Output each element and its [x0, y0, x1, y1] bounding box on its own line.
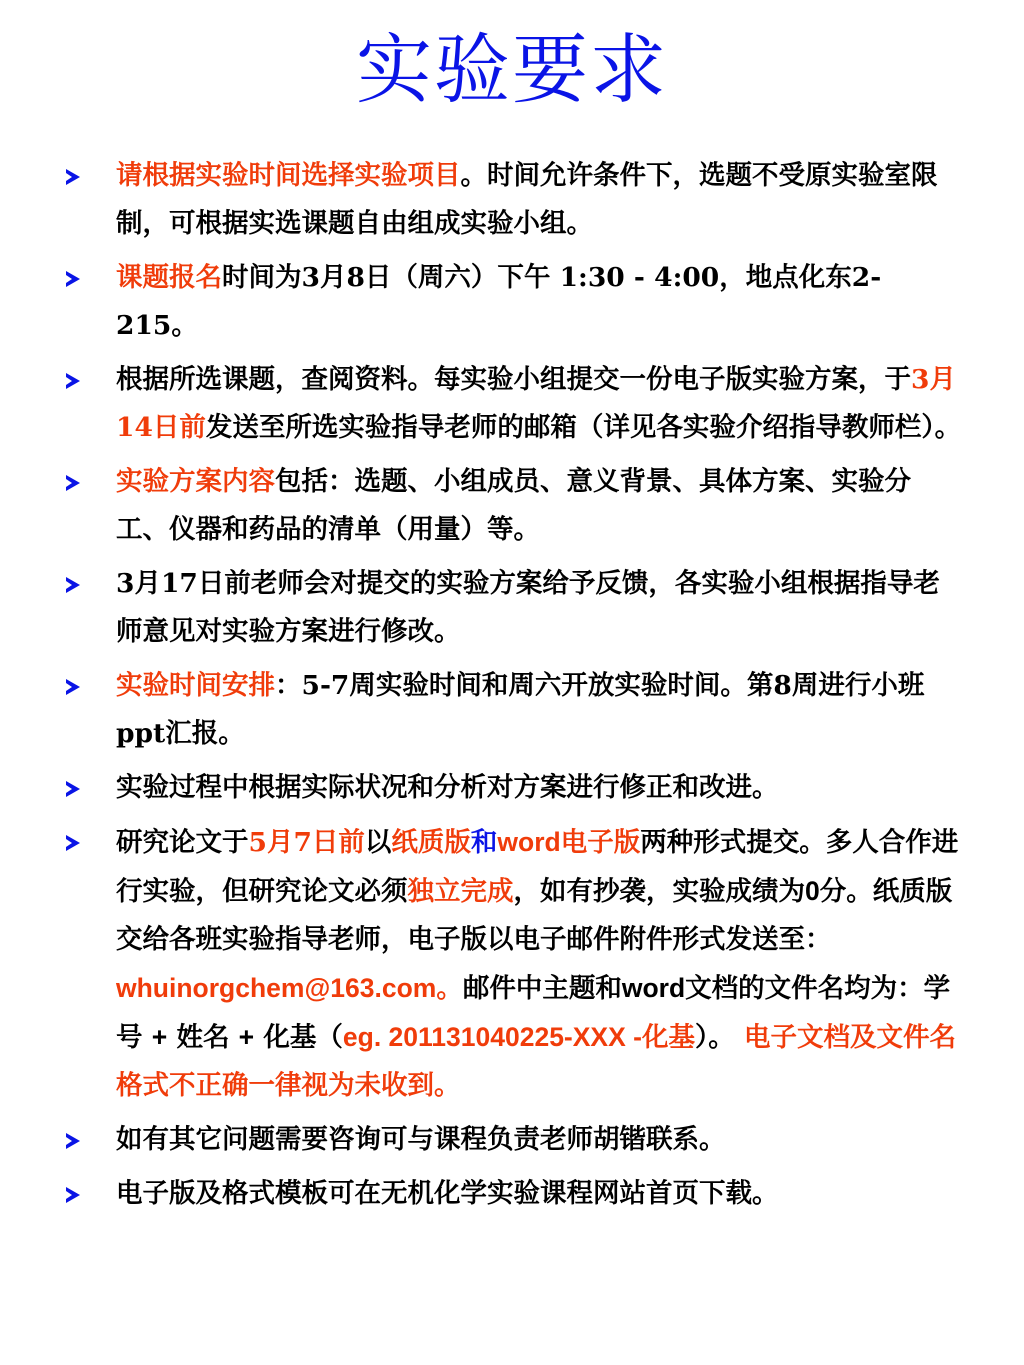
text-segment: 包括：选题、小组成员、意义背景、具体方案、实验分工、仪器和药品的清单（用量）等。 — [116, 466, 911, 545]
text-segment: 3月14日前 — [116, 364, 956, 443]
arrow-bullet-icon — [66, 475, 80, 491]
text-segment: 课题报名 — [116, 262, 222, 293]
list-item — [62, 764, 962, 812]
text-segment: 研究论文于 — [116, 827, 249, 858]
arrow-bullet-icon — [66, 271, 80, 287]
page-title: 实验要求 — [356, 25, 668, 114]
text-segment: 化基（ — [254, 1022, 343, 1053]
list-item — [62, 662, 962, 758]
text-segment: 5月7日前 — [248, 827, 365, 858]
list-item-text — [116, 466, 911, 545]
text-segment: 以 — [364, 827, 392, 858]
list-item — [62, 254, 962, 350]
text-segment: 实验时间安排 — [116, 670, 275, 701]
arrow-bullet-icon — [66, 169, 80, 185]
list-item — [62, 818, 962, 1110]
text-segment: 电子版 — [560, 827, 641, 858]
arrow-bullet-icon — [66, 1187, 80, 1203]
list-item-text — [116, 772, 779, 803]
text-segment: + — [151, 1022, 168, 1052]
text-segment: 根据所选课题，查阅资料。每实验小组提交一份电子版实验方案，于 — [116, 364, 911, 395]
list-item — [62, 1170, 962, 1218]
list-item-text — [116, 1124, 726, 1155]
list-item — [62, 458, 962, 554]
text-segment: 分。纸质版交给各班实验指导老师，电子版以电子邮件附件形式发送至： — [116, 876, 953, 955]
text-segment: 。 — [436, 973, 463, 1004]
requirements-list — [62, 152, 962, 1224]
text-segment: 电子版及格式模板可在无机化学实验课程网站首页下载。 — [116, 1178, 779, 1209]
text-segment: eg. 201131040225-XXX - — [342, 1022, 642, 1052]
text-segment: 纸质版 — [391, 827, 471, 858]
text-segment: ，如有抄袭，实验成绩为 — [513, 876, 805, 907]
arrow-bullet-icon — [66, 835, 80, 851]
text-segment: 化基 — [641, 1022, 695, 1053]
text-segment: 。时间允许条件下，选题不受原实验室限制，可根据实选课题自由组成实验小组。 — [116, 160, 938, 239]
text-segment: 电子文档及文件名格式不正确一律视为未收到。 — [116, 1022, 956, 1101]
text-segment: 0 — [805, 876, 820, 906]
text-segment: whuinorgchem@163.com — [116, 973, 437, 1003]
text-segment: 邮件中主题和 — [462, 973, 622, 1004]
text-segment: 如有其它问题需要咨询可与课程负责老师胡锴联系。 — [116, 1124, 726, 1155]
text-segment: word — [497, 827, 561, 857]
arrow-bullet-icon — [66, 679, 80, 695]
text-segment: 发送至所选实验指导老师的邮箱（详见各实验介绍指导教师栏）。 — [205, 412, 962, 443]
text-segment: 3月17日前老师会对提交的实验方案给予反馈，各实验小组根据指导老师意见对实验方案进行修改。 — [116, 568, 940, 647]
arrow-bullet-icon — [66, 373, 80, 389]
list-item — [62, 356, 962, 452]
text-segment: word — [621, 973, 686, 1003]
text-segment: 请根据实验时间选择实验项目 — [116, 160, 461, 191]
arrow-bullet-icon — [66, 577, 80, 593]
list-item — [62, 1116, 962, 1164]
arrow-bullet-icon — [66, 781, 80, 797]
text-segment: ：5-7周实验时间和周六开放实验时间。第8周进行小班ppt汇报。 — [116, 670, 925, 749]
text-segment: + — [238, 1022, 255, 1052]
list-item-text — [116, 568, 940, 647]
list-item — [62, 152, 962, 248]
text-segment: 实验方案内容 — [116, 466, 275, 497]
list-item-text — [116, 262, 881, 341]
text-segment: 实验过程中根据实际状况和分析对方案进行修正和改进。 — [116, 772, 779, 803]
text-segment: ）。 — [694, 1022, 744, 1053]
text-segment: 时间为3月8日（周六）下午 1:30 - 4:00，地点化东2-215。 — [116, 262, 882, 341]
text-segment: 两种形式提交。多人合作进行实验，但研究论文必须 — [116, 827, 959, 907]
list-item-text — [116, 364, 961, 443]
list-item-text — [116, 827, 958, 1101]
list-item-text — [116, 670, 924, 749]
text-segment: 独立完成 — [407, 876, 514, 907]
text-segment: 文档的文件名均为：学号 — [116, 973, 951, 1053]
text-segment: 姓名 — [167, 1022, 239, 1053]
arrow-bullet-icon — [66, 1133, 80, 1149]
list-item — [62, 560, 962, 656]
list-item-text — [116, 1178, 779, 1209]
list-item-text — [116, 160, 938, 239]
text-segment: 和 — [470, 827, 498, 858]
